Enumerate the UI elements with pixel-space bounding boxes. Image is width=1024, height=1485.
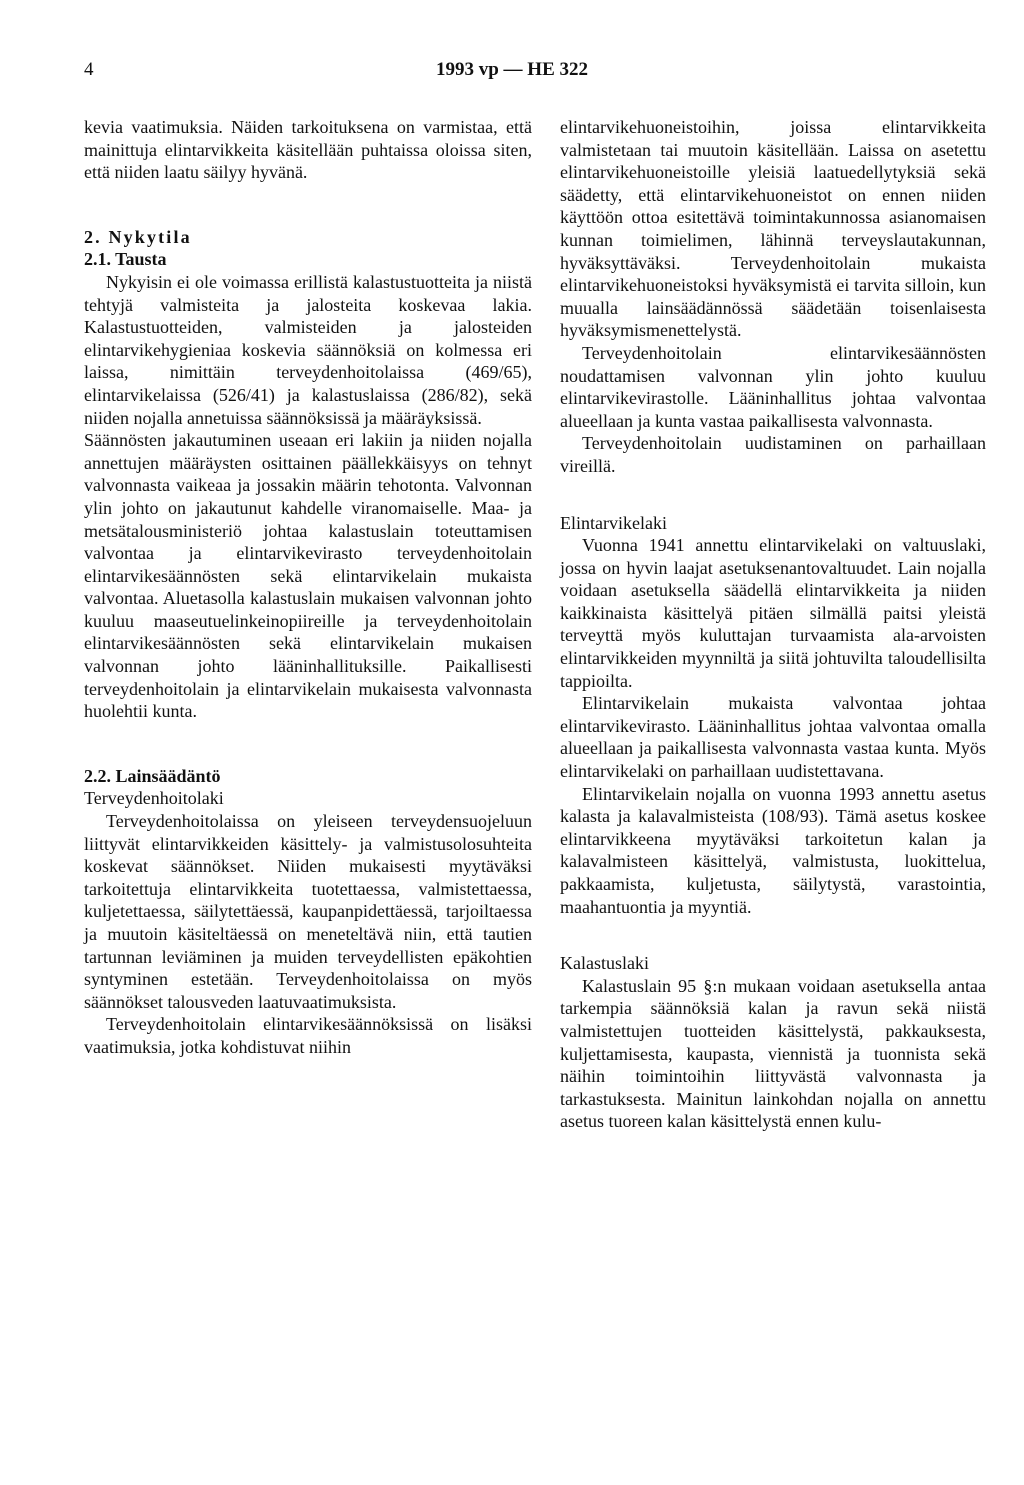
spacer (560, 918, 986, 952)
subsection-heading: 2.1. Tausta (84, 249, 167, 270)
paragraph: kevia vaatimuksia. Näiden tarkoituksena on varmistaa, että mainittuja elintarvikkeita käsitellään puhtaissa oloissa siten, että niiden laatu säilyy hyvänä. (84, 117, 532, 183)
law-heading: Terveydenhoitolaki (84, 788, 224, 809)
paragraph: Terveydenhoitolain uudistaminen on parhaillaan vireillä. (560, 433, 986, 476)
law-heading: Kalastuslaki (560, 953, 649, 974)
paragraph: Elintarvikelain nojalla on vuonna 1993 annettu asetus kalasta ja kalavalmisteista (108/93). Tämä asetus koskee elintarvikkeena myytäväksi tarkoitetun kalan ja kalavalmisteen käsittelyä, valmistusta, luokittelua, pakkaamista, kuljetusta, säilytystä, varastointia, maahantuontia ja myyntiä. (560, 783, 986, 917)
law-heading: Elintarvikelaki (560, 512, 667, 533)
paragraph: Vuonna 1941 annettu elintarvikelaki on valtuuslaki, jossa on hyvin laajat asetuksenantovaltuudet. Lain nojalla voidaan asetuksella säädellä elintarvikkeita ja niiden kaikkinaista käsittelyä pitäen silmällä paitsi yleistä terveyttä myös kuluttajan turvaamista ala-arvoisten elintarvikkeiden myynniltä ja siitä johtuvilta taloudellisilta tappioilta. (560, 535, 986, 691)
page-number: 4 (84, 59, 94, 80)
spacer (560, 478, 986, 512)
section-heading: 2. Nykytila (84, 226, 192, 247)
paragraph: Terveydenhoitolain elintarvikesäännöksissä on lisäksi vaatimuksia, jotka kohdistuvat niihin (84, 1014, 532, 1057)
spacer (84, 723, 532, 765)
subsection-heading: 2.2. Lainsäädäntö (84, 765, 221, 786)
paragraph: Kalastuslain 95 §:n mukaan voidaan asetuksella antaa tarkempia säännöksiä kalan ja ravun sekä niistä valmistettujen tuotteiden käsittelystä, pakkauksesta, kuljettamisesta, kaupasta, viennistä ja tuonnista sekä näihin toimintoihin liittyvästä valvonnasta ja tarkastuksesta. Mainitun lainkohdan nojalla on annettu asetus tuoreen kalan käsittelystä ennen kulu- (560, 975, 986, 1132)
left-column (84, 116, 532, 1059)
paragraph: Terveydenhoitolaissa on yleiseen terveydensuojeluun liittyvät elintarvikkeiden käsittely- ja valmistusolosuhteita koskevat säännökset. Niiden mukaisesti myytäväksi tarkoitettuja elintarvikkeita tuotettaessa, valmistettaessa, kuljetettaessa, säilytettäessä, kaupanpidettäessä, tarjoiltaessa ja muutoin käsiteltäessä on meneteltävä niin, että tautien tartunnan leviäminen ja muiden terveydellisten epäkohtien syntyminen estetään. Terveydenhoitolaissa on myös säännökset talousveden laatuvaatimuksista. (84, 811, 532, 1012)
paragraph: Terveydenhoitolain elintarvikesäännösten noudattamisen valvonnan ylin johto kuuluu elintarvikevirastolle. Lääninhallitus johtaa valvontaa alueellaan ja kunta vastaa paikallisesta valvonnasta. (560, 342, 986, 431)
paragraph: Säännösten jakautuminen useaan eri lakiin ja niiden nojalla annettujen määräysten osittainen päällekkäisyys on tehnyt valvonnasta vaikeaa ja jossakin määrin tehotonta. Valvonnan ylin johto on jakautunut kahdelle viranomaiselle. Maa- ja metsätalousministeriö johtaa kalastuslain toteuttamisen valvontaa ja elintarvikevirasto terveydenhoitolain elintarvikesäännösten sekä elintarvikelain mukaista valvontaa. Aluetasolla kalastuslain mukaisen valvonnan johto kuuluu maaseutuelinkeinopiireille ja terveydenhoitolain elintarvikesäännösten sekä elintarvikelain mukaisen valvonnan johto lääninhallituksille. Paikallisesti terveydenhoitolain ja elintarvikelain mukaisesta valvonnasta huolehtii kunta. (84, 430, 532, 722)
page-header-title: 1993 vp — HE 322 (435, 59, 589, 80)
paragraph: Nykyisin ei ole voimassa erillistä kalastustuotteita ja niistä tehtyjä valmisteita ja jalosteita koskevaa lakia. Kalastustuotteiden, valmisteiden ja jalosteiden elintarvikehygieniaa koskevia säännöksiä on kolmessa eri laissa, nimittäin terveydenhoitolaissa (469/65), elintarvikelaissa (526/41) ja kalastuslaissa (286/82), sekä niiden nojalla annetuissa säännöksissä ja määräyksissä. (84, 271, 532, 428)
paragraph: elintarvikehuoneistoihin, joissa elintarvikkeita valmistetaan tai muutoin käsitellään. Laissa on asetettu elintarvikehuoneistoille yleisiä laatuedellytyksiä sekä säädetty, että elintarvikehuoneistot on ennen niiden käyttöön ottoa esitettävä toimintakunnossa asianomaisen kunnan toimielimen, lähinnä terveyslautakunnan, hyväksyttäväksi. Terveydenhoitolain mukaista elintarvikehuoneistoksi hyväksymistä ei tarvita silloin, kun muualla lainsäädännössä säädetään toisenlaisesta hyväksymismenettelystä. (560, 117, 986, 341)
paragraph: Elintarvikelain mukaista valvontaa johtaa elintarvikevirasto. Lääninhallitus johtaa valvontaa omalla alueellaan ja paikallisesta valvonnasta vastaa kunta. Myös elintarvikelaki on parhaillaan uudistettavana. (560, 693, 986, 782)
right-column (560, 116, 986, 1133)
